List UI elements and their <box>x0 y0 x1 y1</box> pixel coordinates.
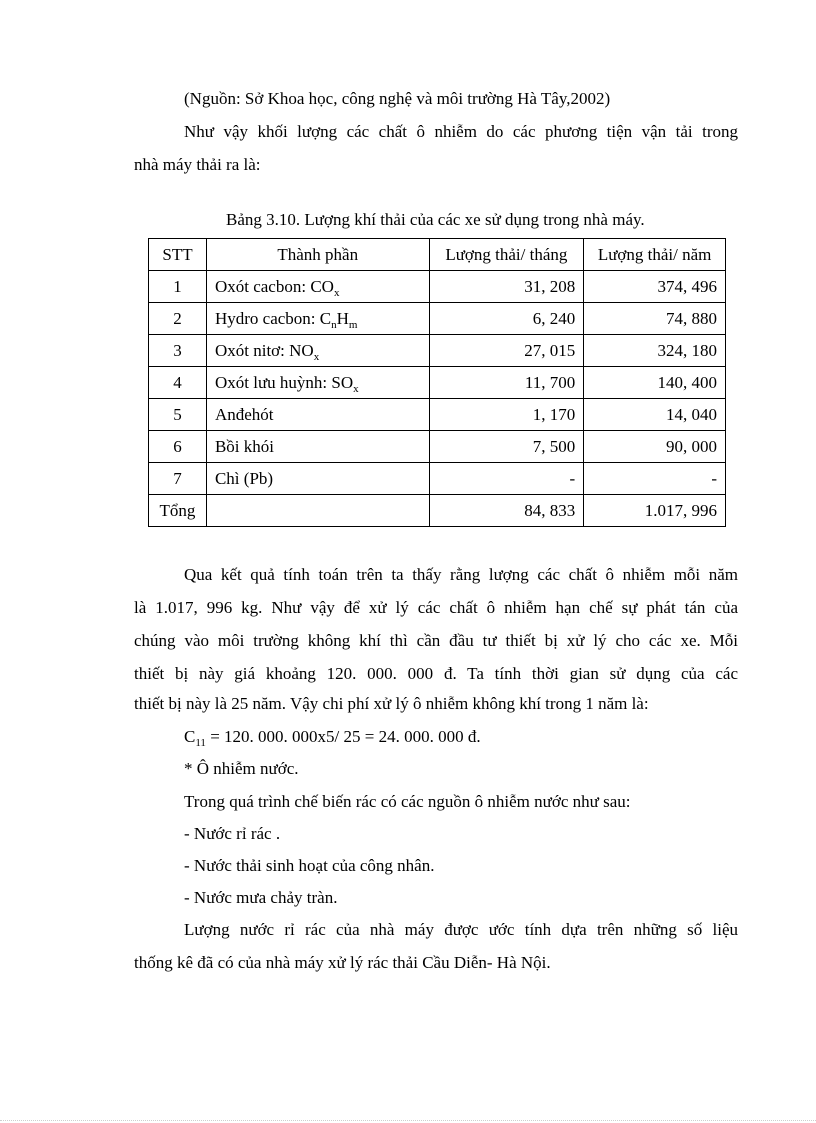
total-component-empty <box>206 495 429 527</box>
row-component: Oxót lưu huỳnh: $SO_x$ <box>206 367 429 399</box>
paragraph-line-1: Qua kết quả tính toán trên ta thấy rằng lượng các chất ô nhiễm mỗi năm <box>184 565 738 584</box>
row-year: 74, 880 <box>584 303 726 335</box>
table-row <box>149 431 726 463</box>
table-row <box>149 303 726 335</box>
row-month: 31, 208 <box>429 271 584 303</box>
header-stt: STT <box>149 239 207 271</box>
row-year: 90, 000 <box>584 431 726 463</box>
row-stt: 7 <box>149 463 207 495</box>
row-component: Oxót nitơ: $NO_x$ <box>206 335 429 367</box>
row-month: 6, 240 <box>429 303 584 335</box>
row-stt: 4 <box>149 367 207 399</box>
paragraph-line-5: thiết bị này là 25 năm. Vậy chi phí xử lý ô nhiễm không khí trong 1 năm là: <box>134 694 649 713</box>
row-month: 1, 170 <box>429 399 584 431</box>
intro-line-1: Như vậy khối lượng các chất ô nhiễm do các phương tiện vận tải trong <box>184 122 738 141</box>
row-month: - <box>429 463 584 495</box>
row-component: Hydro cacbon: $C_nH_m$ <box>206 303 429 335</box>
row-stt: 3 <box>149 335 207 367</box>
table-row <box>149 367 726 399</box>
paragraph-line-4: thiết bị này giá khoảng 120. 000. 000 đ. Ta tính thời gian sử dụng của các <box>134 664 738 683</box>
closing-line-1: Lượng nước rỉ rác của nhà máy được ước tính dựa trên những số liệu <box>184 920 738 939</box>
row-year: 140, 400 <box>584 367 726 399</box>
total-month: 84, 833 <box>429 495 584 527</box>
table-row <box>149 399 726 431</box>
water-heading: * Ô nhiễm nước. <box>184 759 299 778</box>
row-stt: 2 <box>149 303 207 335</box>
row-month: 7, 500 <box>429 431 584 463</box>
closing-line-2: thống kê đã có của nhà máy xử lý rác thải Cầu Diễn- Hà Nội. <box>134 953 551 972</box>
row-stt: 1 <box>149 271 207 303</box>
row-stt: 5 <box>149 399 207 431</box>
header-per-year: Lượng thải/ năm <box>584 239 726 271</box>
water-intro: Trong quá trình chế biến rác có các nguồn ô nhiễm nước như sau: <box>184 792 631 811</box>
table-row <box>149 335 726 367</box>
header-component: Thành phần <box>206 239 429 271</box>
row-component: Bồi khói <box>206 431 429 463</box>
row-month: 27, 015 <box>429 335 584 367</box>
paragraph-line-2: là 1.017, 996 kg. Như vậy để xử lý các chất ô nhiễm hạn chế sự phát tán của <box>134 598 738 617</box>
row-year: - <box>584 463 726 495</box>
table-caption: Bảng 3.10. Lượng khí thải của các xe sử dụng trong nhà máy. <box>226 210 645 229</box>
total-year: 1.017, 996 <box>584 495 726 527</box>
table-header-row <box>149 239 726 271</box>
table-row <box>149 271 726 303</box>
cost-formula: $C_{11} = 120$. 000. 000x5/ 25 = 24. 000. 000 đ. <box>184 727 481 749</box>
paragraph-line-3: chúng vào môi trường không khí thì cần đầu tư thiết bị xử lý cho các xe. Mỗi <box>134 631 738 650</box>
row-year: 324, 180 <box>584 335 726 367</box>
row-component: Anđehót <box>206 399 429 431</box>
source-note: (Nguồn: Sở Khoa học, công nghệ và môi trường Hà Tây,2002) <box>184 89 611 108</box>
row-year: 374, 496 <box>584 271 726 303</box>
total-label: Tổng <box>149 495 207 527</box>
row-month: 11, 700 <box>429 367 584 399</box>
intro-line-2: nhà máy thải ra là: <box>134 155 261 174</box>
row-year: 14, 040 <box>584 399 726 431</box>
emissions-table <box>148 238 726 527</box>
water-item: - Nước mưa chảy tràn. <box>184 888 338 907</box>
table-total-row <box>149 495 726 527</box>
table-row <box>149 463 726 495</box>
row-stt: 6 <box>149 431 207 463</box>
water-item: - Nước thải sinh hoạt của công nhân. <box>184 856 435 875</box>
row-component: Oxót cacbon: $CO_x$ <box>206 271 429 303</box>
header-per-month: Lượng thải/ tháng <box>429 239 584 271</box>
page-bottom-rule <box>0 1120 816 1121</box>
water-item: - Nước rỉ rác . <box>184 824 281 843</box>
row-component: Chì (Pb) <box>206 463 429 495</box>
